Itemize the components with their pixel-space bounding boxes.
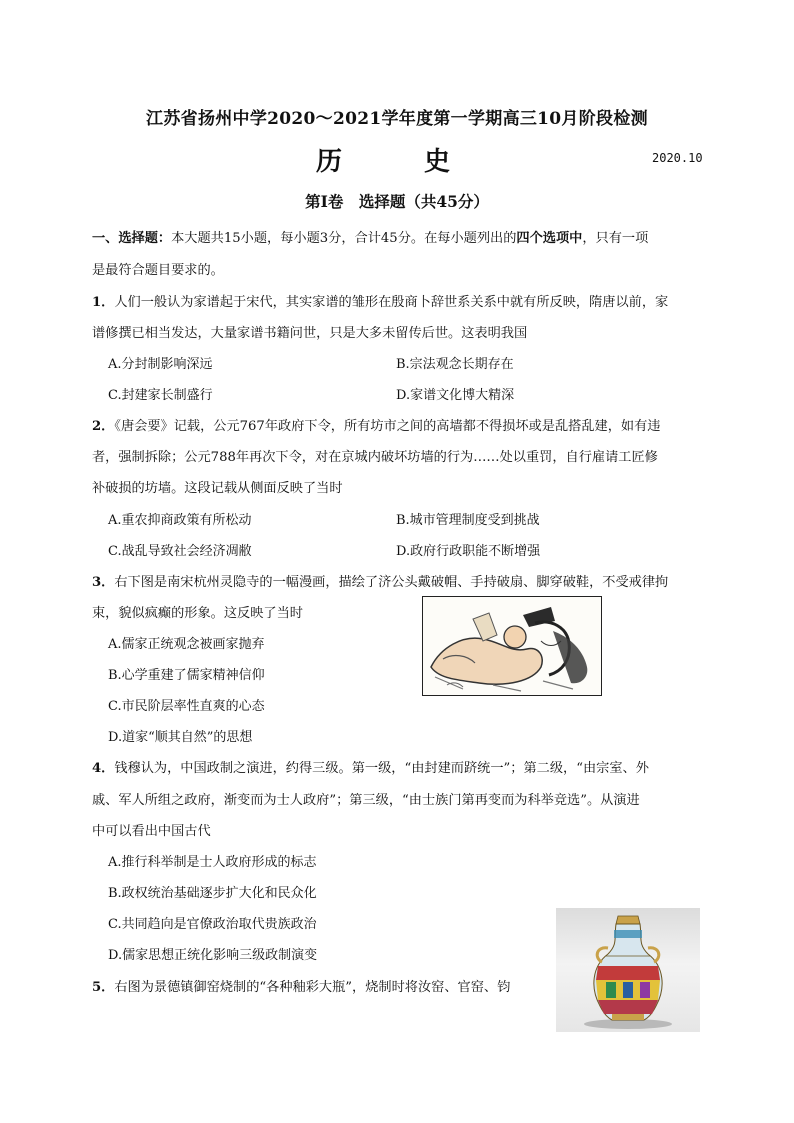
subject-title: 历 史 — [315, 147, 478, 177]
jigong-illustration — [422, 596, 602, 696]
question-3-option-c: C.市民阶层率性直爽的心态 — [108, 699, 265, 714]
instructions-text: 本大题共15小题，每小题3分，合计45分。在每小题列出的 — [171, 231, 517, 246]
section-heading: 第Ⅰ卷 选择题（共45分） — [305, 192, 489, 211]
question-4-line-3: 中可以看出中国古代 — [92, 824, 211, 839]
question-4-option-d: D.儒家思想正统化影响三级政制演变 — [108, 948, 318, 963]
question-2-line-2: 者，强制拆除；公元788年再次下令，对在京城内破坏坊墙的行为……处以重罚，自行雇请工匠修 — [92, 450, 658, 465]
question-1-line-1 — [92, 291, 668, 310]
question-number: 3． — [92, 575, 115, 590]
question-2-option-c: C.战乱导致社会经济凋敝 — [108, 544, 252, 559]
question-2-option-d: D.政府行政职能不断增强 — [396, 544, 541, 559]
instructions-text-2: ，只有一项 — [582, 231, 649, 246]
exam-title: 江苏省扬州中学2020～2021学年度第一学期高三10月阶段检测 — [146, 109, 648, 129]
question-4-option-b: B.政权统治基础逐步扩大化和民众化 — [108, 886, 317, 901]
question-4-option-c: C.共同趋向是官僚政治取代贵族政治 — [108, 917, 317, 932]
question-1-option-b: B.宗法观念长期存在 — [396, 357, 514, 372]
question-text: 右下图是南宋杭州灵隐寺的一幅漫画，描绘了济公头戴破帽、手持破扇、脚穿破鞋，不受戒律拘 — [114, 575, 669, 590]
question-3-option-a: A.儒家正统观念被画家抛弃 — [108, 637, 265, 652]
question-2-line-1 — [92, 415, 660, 434]
question-3-line-1 — [92, 571, 668, 590]
question-1-option-a: A.分封制影响深远 — [108, 357, 213, 372]
exam-date: 2020.10 — [652, 151, 703, 165]
question-3-line-2: 束，貌似疯癫的形象。这反映了当时 — [92, 606, 303, 621]
question-3-option-d: D.道家“顺其自然”的思想 — [108, 730, 253, 745]
vase-photo — [556, 908, 700, 1032]
question-number: 5． — [92, 980, 115, 995]
jigong-sketch-icon — [423, 597, 601, 695]
vase-icon — [556, 908, 700, 1032]
question-4-line-1 — [92, 757, 649, 776]
question-text: 人们一般认为家谱起于宋代，其实家谱的雏形在殷商卜辞世系关系中就有所反映，隋唐以前，家 — [114, 295, 669, 310]
question-5-line-1 — [92, 976, 510, 995]
question-4-option-a: A.推行科举制是士人政府形成的标志 — [108, 855, 317, 870]
question-1-line-2: 谱修撰已相当发达，大量家谱书籍问世，只是大多未留传后世。这表明我国 — [92, 326, 528, 341]
question-2-line-3: 补破损的坊墙。这段记载从侧面反映了当时 — [92, 481, 343, 496]
question-3-option-b: B.心学重建了儒家精神信仰 — [108, 668, 265, 683]
question-1-option-c: C.封建家长制盛行 — [108, 388, 213, 403]
instructions-bold-prefix: 一、选择题： — [92, 231, 172, 246]
question-2-option-b: B.城市管理制度受到挑战 — [396, 513, 540, 528]
question-number: 1． — [92, 295, 115, 310]
question-1-option-d: D.家谱文化博大精深 — [396, 388, 515, 403]
question-text: 《唐会要》记载，公元767年政府下令，所有坊市之间的高墙都不得损坏或是乱搭乱建，如有违 — [114, 419, 661, 434]
question-number: 4． — [92, 761, 115, 776]
question-number: 2． — [92, 419, 115, 434]
question-text: 钱穆认为，中国政制之演进，约得三级。第一级，“由封建而跻统一”；第二级，“由宗室、外 — [114, 761, 649, 776]
instructions-bold-mid: 四个选项中 — [516, 231, 583, 246]
instructions-line-2: 是最符合题目要求的。 — [92, 263, 224, 278]
question-text: 右图为景德镇御窑烧制的“各种釉彩大瓶”，烧制时将汝窑、官窑、钧 — [114, 980, 511, 995]
question-4-line-2: 戚、军人所组之政府，渐变而为士人政府”；第三级，“由士族门第再变而为科举竞选”。从演进 — [92, 793, 640, 808]
instructions-line-1 — [92, 227, 648, 246]
question-2-option-a: A.重农抑商政策有所松动 — [108, 513, 252, 528]
